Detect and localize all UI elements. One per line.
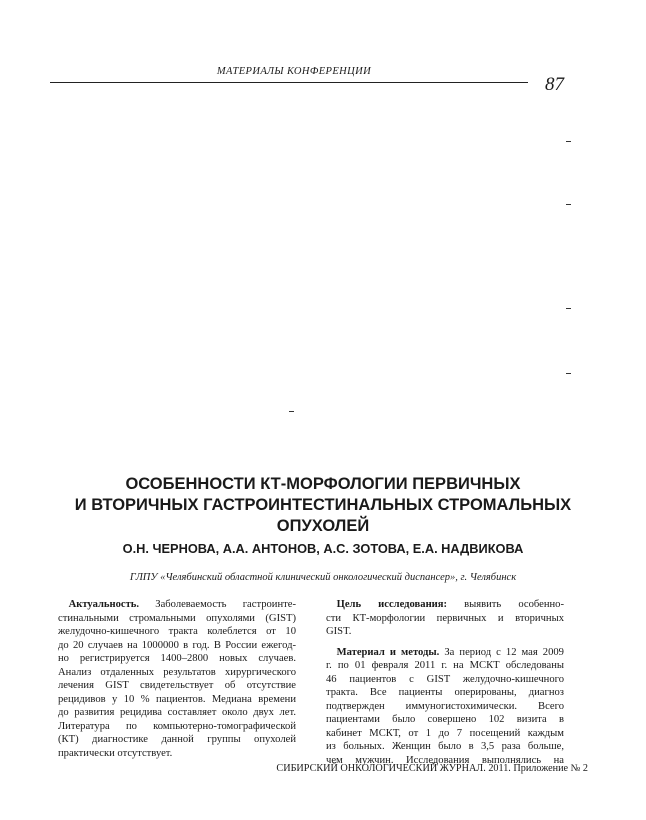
article-title-line: И ВТОРИЧНЫХ ГАСТРОИНТЕСТИНАЛЬНЫХ СТРОМАЛЬНЫХ xyxy=(74,496,572,514)
header-rule xyxy=(50,82,528,83)
journal-footer: СИБИРСКИЙ ОНКОЛОГИЧЕСКИЙ ЖУРНАЛ. 2011. Приложение № 2 xyxy=(276,763,588,774)
text-fragment: За период с 12 мая 2009 xyxy=(444,646,564,658)
margin-dash xyxy=(566,373,571,374)
text-line: стинальными стромальными опухолями (GIST) xyxy=(58,612,296,624)
text-line: до 20 случаев на 1000000 в год. В России ежегод- xyxy=(58,639,296,651)
aim-heading: Цель исследования: xyxy=(336,599,448,610)
text-line: 46 пациентов с GIST желудочно-кишечного xyxy=(326,673,564,685)
text-line: желудочно-кишечного тракта колеблется от 10 xyxy=(58,626,296,637)
text-line xyxy=(326,646,564,660)
author-list: О.Н. ЧЕРНОВА, А.А. АНТОНОВ, А.С. ЗОТОВА, Е.А. НАДВИКОВА xyxy=(122,541,524,556)
aim-paragraph xyxy=(326,598,564,639)
text-line: лечения GIST свидетельствует об отсутствие xyxy=(58,680,296,691)
text-line: (КТ) диагностике данной группы опухолей xyxy=(58,734,296,745)
text-line: г. по 01 февраля 2011 г. на МСКТ обследованы xyxy=(326,660,564,671)
text-line: но регистрируется 1400–2800 новых случаев. xyxy=(58,653,296,664)
margin-dash xyxy=(566,141,571,142)
text-line: до развития рецидива составляет около двух лет. xyxy=(58,707,296,718)
margin-dash xyxy=(566,204,571,205)
text-line: рецидивов у 10 % пациентов. Медиана времени xyxy=(58,693,296,705)
text-line: GIST. xyxy=(326,626,352,637)
article-title xyxy=(60,474,586,537)
text-line: подтвержден иммуногистохимически. Всего xyxy=(326,700,564,712)
text-line: кабинет МСКТ, от 1 до 7 посещений каждым xyxy=(326,727,564,739)
methods-paragraph xyxy=(326,646,564,768)
text-line: сти КТ-морфологии первичных и вторичных xyxy=(326,612,564,624)
text-line: Литература по компьютерно-томографической xyxy=(58,720,296,732)
text-line: Анализ отдаленных результатов хирургического xyxy=(58,666,296,678)
text-line xyxy=(58,598,296,612)
margin-dash xyxy=(289,411,294,412)
text-line: из больных. Женщин было в 3,5 раза больше, xyxy=(326,741,564,752)
methods-heading: Материал и методы. xyxy=(336,646,440,658)
margin-dash xyxy=(566,308,571,309)
running-head: МАТЕРИАЛЫ КОНФЕРЕНЦИИ xyxy=(216,66,372,77)
text-line: чем мужчин. Исследования выполнялись на xyxy=(326,754,564,766)
text-line xyxy=(326,598,564,612)
text-line: пациентами было совершено 102 визита в xyxy=(326,714,564,725)
text-fragment: выявить особенно- xyxy=(464,599,564,610)
page-number: 87 xyxy=(545,74,564,95)
article-title-line: ОПУХОЛЕЙ xyxy=(276,517,370,535)
text-fragment: Заболеваемость гастроинте- xyxy=(155,599,296,610)
article-title-line: ОСОБЕННОСТИ КТ-МОРФОЛОГИИ ПЕРВИЧНЫХ xyxy=(125,475,521,493)
text-line: тракта. Все пациенты оперированы, диагноз xyxy=(326,687,564,698)
left-column xyxy=(58,598,296,760)
affiliation: ГЛПУ «Челябинский областной клинический онкологический диспансер», г. Челябинск xyxy=(129,572,517,583)
paragraph-gap xyxy=(326,639,564,646)
relevance-paragraph xyxy=(58,598,296,760)
relevance-heading: Актуальность. xyxy=(68,599,140,610)
right-column xyxy=(326,598,564,767)
text-line: практически отсутствует. xyxy=(58,747,173,759)
